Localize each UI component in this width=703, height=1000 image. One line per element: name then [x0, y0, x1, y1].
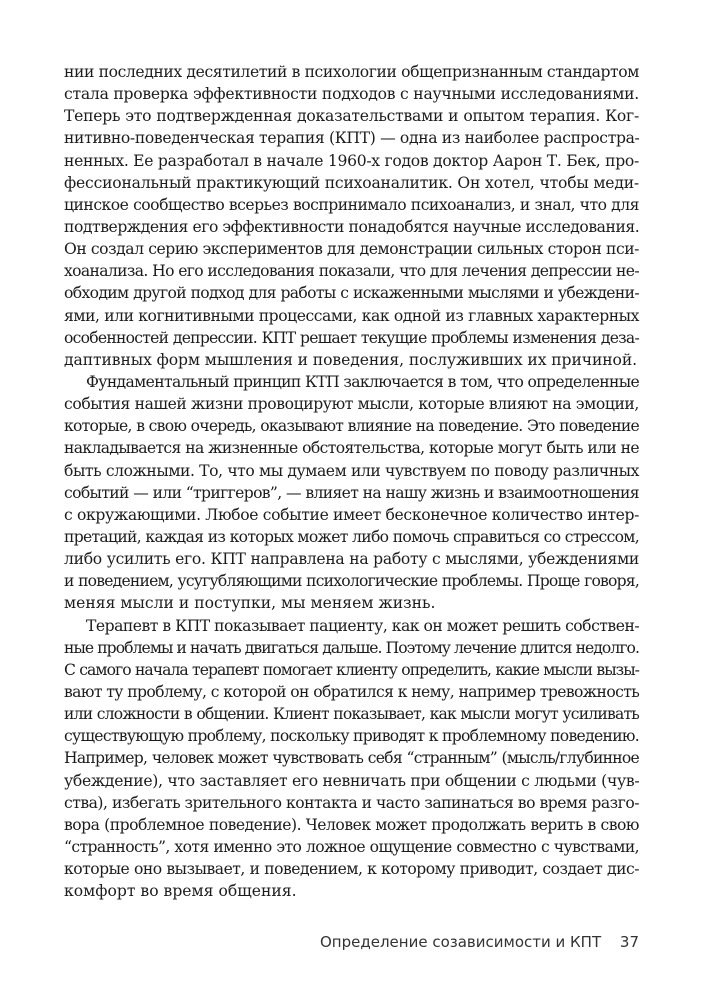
text-line: меняя мысли и поступки, мы меняем жизнь. [64, 594, 436, 613]
text-line: событий — или “триггеров”, — влияет на нашу жизнь и взаимоотношения [64, 483, 639, 502]
text-line: хоанализа. Но его исследования показали, что для лечения депрессии не- [64, 262, 639, 281]
text-line: нитивно-поведенческая терапия (КПТ) — одна из наиболее распростра- [64, 129, 640, 148]
paragraph-2 [64, 371, 639, 615]
text-line: которые, в свою очередь, оказывают влияние на поведение. Это поведение [64, 417, 639, 436]
text-line: особенностей депрессии. КПТ решает текущие проблемы изменения деза- [64, 328, 639, 347]
page-body [64, 61, 639, 902]
text-line: Терапевт в КПТ показывает пациенту, как он может решить собствен- [86, 616, 640, 635]
text-line: ства), избегать зрительного контакта и часто запинаться во время разго- [64, 793, 639, 812]
page-number: 37 [619, 933, 639, 951]
text-line: накладывается на жизненные обстоятельства, которые могут быть или не [64, 439, 639, 458]
text-line: Он создал серию экспериментов для демонстрации сильных сторон пси- [64, 240, 639, 259]
text-line: “странность”, хотя именно это ложное ощущение совместно с чувствами, [64, 837, 639, 856]
text-line: ные проблемы и начать двигаться дальше. Поэтому лечение длится недолго. [64, 638, 639, 657]
text-line: претаций, каждая из которых может либо помочь справиться со стрессом, [64, 527, 639, 546]
paragraph-3 [64, 615, 639, 903]
text-line: С самого начала терапевт помогает клиенту определить, какие мысли вызы- [64, 660, 639, 679]
text-line: быть сложными. То, что мы думаем или чувствуем по поводу различных [64, 461, 639, 480]
chapter-title: Определение созависимости и КПТ [320, 933, 602, 951]
text-line: которые оно вызывает, и поведением, к которому приводит, создает дис- [64, 860, 639, 879]
text-line: подтверждения его эффективности понадобятся научные исследования. [64, 217, 640, 236]
text-line: нии последних десятилетий в психологии общепризнанным стандартом [64, 63, 639, 81]
running-footer [320, 933, 639, 951]
text-line: ненных. Ее разработал в начале 1960-х годов доктор Аарон Т. Бек, про- [64, 151, 639, 170]
text-line: даптивных форм мышления и поведения, послуживших их причиной. [64, 350, 637, 369]
text-line: с окружающими. Любое событие имеет бесконечное количество интер- [64, 505, 640, 524]
text-line: существующую проблему, поскольку приводят к проблемному поведению. [64, 727, 640, 746]
text-line: Фундаментальный принцип КТП заключается в том, что определенные [86, 372, 640, 391]
text-line: либо усилить его. КПТ направлена на работу с мыслями, убеждениями [64, 550, 639, 569]
text-line: обходим другой подход для работы с искаженными мыслями и убеждени- [64, 284, 639, 303]
text-line: и поведением, усугубляющими психологические проблемы. Проще говоря, [64, 572, 639, 591]
text-line: комфорт во время общения. [64, 882, 297, 901]
text-line: убеждение), что заставляет его невничать при общении с людьми (чув- [64, 771, 640, 790]
text-line: стала проверка эффективности подходов с научными исследованиями. [64, 85, 639, 104]
text-line: Например, человек может чувствовать себя “странным” (мысль/глубинное [64, 749, 639, 768]
text-line: фессиональный практикующий психоаналитик. Он хотел, чтобы меди- [64, 173, 639, 192]
text-line: ями, или когнитивными процессами, как одной из главных характерных [64, 306, 639, 325]
text-line: события нашей жизни провоцируют мысли, которые влияют на эмоции, [64, 395, 639, 414]
text-line: цинское сообщество всерьез воспринимало психоанализ, и знал, что для [64, 195, 639, 214]
text-line: или сложности в общении. Клиент показывает, как мысли могут усиливать [64, 705, 639, 724]
text-line: вают ту проблему, с которой он обратился к нему, например тревожность [64, 682, 640, 701]
text-line: Теперь это подтвержденная доказательствами и опытом терапия. Ког- [64, 107, 639, 126]
paragraph-1 [64, 61, 639, 371]
text-line: вора (проблемное поведение). Человек может продолжать верить в свою [64, 815, 639, 834]
